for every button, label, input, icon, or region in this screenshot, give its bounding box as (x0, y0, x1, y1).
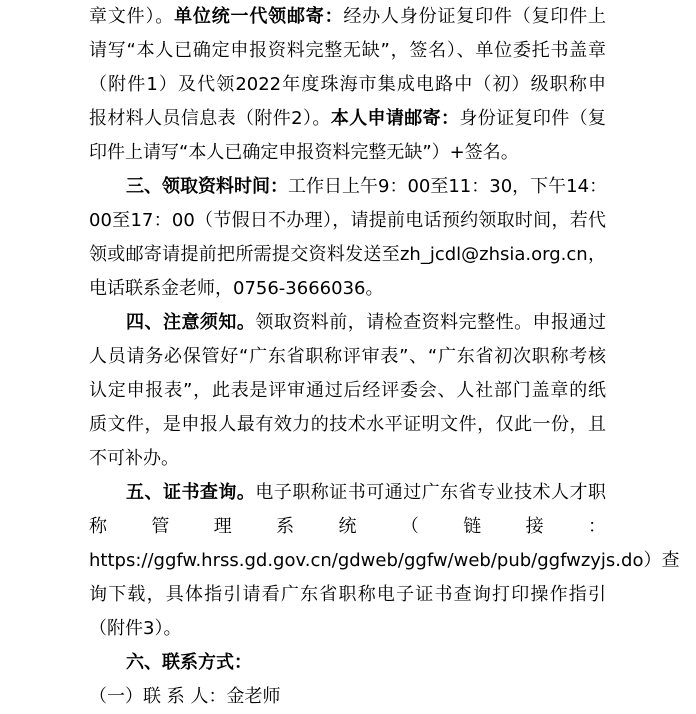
text-line: 人员请务必保管好“广东省职称评审表”、“广东省初次职称考核 (89, 346, 606, 367)
text-span: 电子职称证书可通过广东省专业技术人才职 (255, 482, 606, 503)
text-line: 不可补办。 (89, 448, 179, 469)
text-line: 请写“本人已确定申报资料完整无缺”，签名）、单位委托书盖章 (89, 40, 606, 61)
text-line: 电话联系金老师，0756-3666036。 (89, 278, 384, 299)
text-line-spread (89, 510, 606, 544)
contact-line (89, 680, 606, 714)
text-line: 00至17：00（节假日不办理），请提前电话预约领取时间，若代 (89, 210, 606, 231)
text-line: 询下载，具体指引请看广东省职称电子证书查询打印操作指引 (89, 584, 606, 605)
contact-value: 金老师 (226, 686, 281, 707)
text-line (89, 102, 606, 136)
section-heading-6: 六、联系方式： (126, 652, 252, 673)
section-heading-3: 三、领取资料时间： (126, 176, 288, 197)
text-line (126, 306, 606, 340)
text-line: 领或邮寄请提前把所需提交资料发送至zh_jcdl@zhsia.org.cn， (89, 244, 606, 265)
text-span: 工作日上午9：00至11：30，下午14： (288, 176, 608, 197)
text-line (89, 0, 606, 34)
spread-char: 统 (338, 516, 357, 537)
text-span: 领取资料前，请检查资料完整性。申报通过 (255, 312, 606, 333)
text-span: 经办人身份证复印件（复印件上 (343, 6, 607, 27)
spread-char: 系 (276, 516, 295, 537)
spread-char: 接 (525, 516, 544, 537)
spread-char: 称 (89, 516, 107, 537)
spread-char: （ (400, 516, 419, 537)
heading-personal-mail: 本人申请邮寄： (330, 108, 460, 129)
text-span: 章文件）。 (89, 6, 175, 27)
url-line: https://ggfw.hrss.gd.gov.cn/gdweb/ggfw/web/pub/ggfwzyjs.do）查 (89, 550, 680, 571)
text-span: 报材料人员信息表（附件2）。 (89, 108, 331, 129)
text-line: （附件3）。 (89, 618, 182, 639)
section-heading-4: 四、注意须知。 (126, 312, 256, 333)
text-line: （附件1）及代领2022年度珠海市集成电路中（初）级职称申 (89, 74, 606, 95)
spread-char: 理 (213, 516, 232, 537)
spread-char: ： (588, 516, 606, 537)
text-line: 认定申报表”，此表是评审通过后经评委会、人社部门盖章的纸 (89, 380, 606, 401)
spread-char: 管 (151, 516, 170, 537)
contact-label: （一）联 系 人： (89, 686, 227, 707)
text-line (126, 170, 606, 204)
heading-single-unit-mail: 单位统一代领邮寄： (174, 6, 344, 27)
spread-char: 链 (463, 516, 482, 537)
text-line (126, 476, 606, 510)
text-line: 印件上请写“本人已确定申报资料完整无缺”）+签名。 (89, 142, 519, 163)
text-line: 质文件，是申报人最有效力的技术水平证明文件，仅此一份，且 (89, 414, 606, 435)
section-heading-5: 五、证书查询。 (126, 482, 256, 503)
text-span: 身份证复印件（复 (459, 108, 607, 129)
